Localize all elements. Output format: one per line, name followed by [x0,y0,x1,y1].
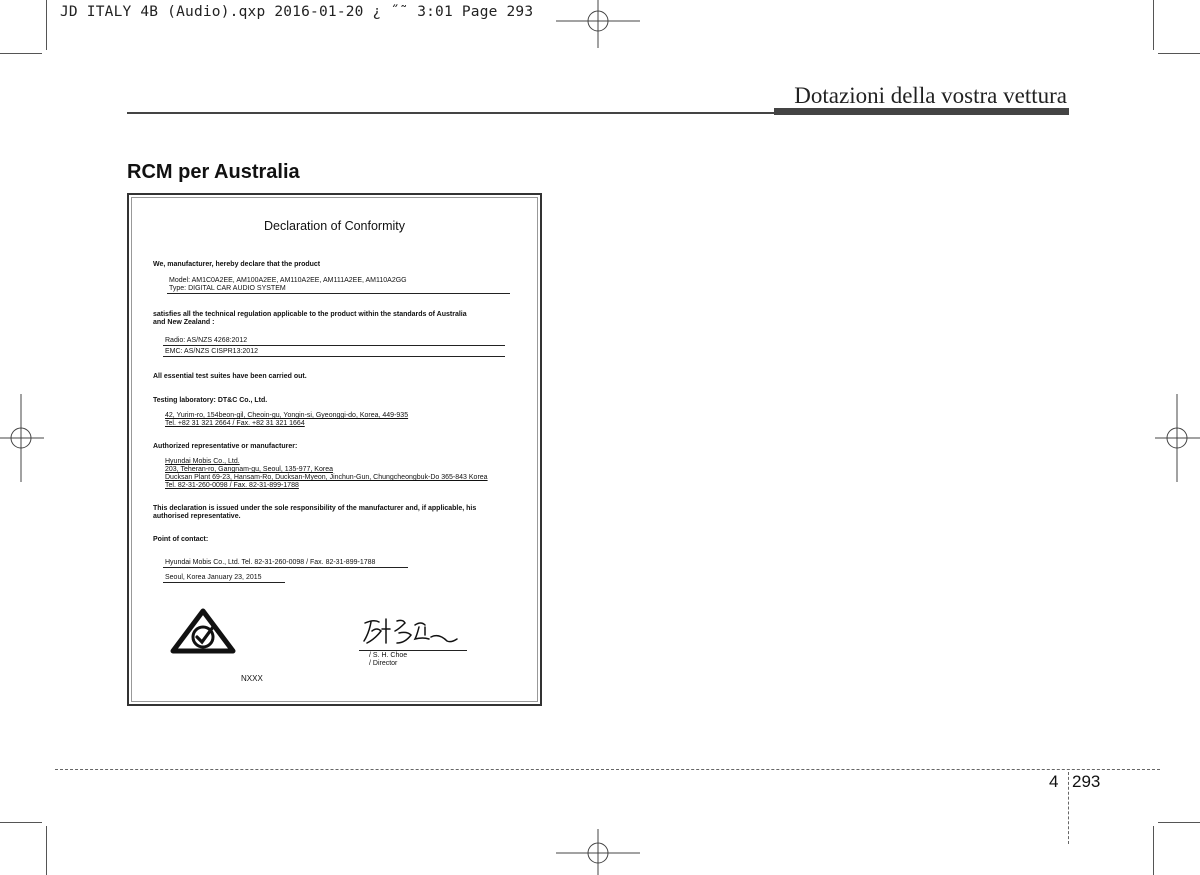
signer-title: / Director [369,660,398,667]
declaration-satisfies-line-1: satisfies all the technical regulation applicable to the product within the standards of Australia [153,311,467,318]
declaration-responsibility-line-1: This declaration is issued under the sole responsibility of the manufacturer and, if applicable, his [153,505,477,512]
declaration-model: Model: AM1C0A2EE, AM100A2EE, AM110A2EE, AM111A2EE, AM110A2GG [169,277,407,284]
underline [163,356,505,357]
chapter-number: 4 [1049,772,1059,791]
underline [163,567,408,568]
declaration-lab-label: Testing laboratory: DT&C Co., Ltd. [153,397,268,404]
declaration-document [127,193,542,706]
declaration-contact-label: Point of contact: [153,536,209,543]
declaration-rep-line: Ducksan Plant 69-23, Hansam-Ro, Ducksan-Myeon, Jinchun-Gun, Chungcheongbuk-Do 365-843 Korea [165,474,488,481]
declaration-code: NXXX [241,674,263,683]
section-title: RCM per Australia [127,161,300,183]
underline [167,293,510,294]
declaration-rep-line: Hyundai Mobis Co., Ltd. [165,458,240,465]
header-rule [127,112,774,114]
header-rule-bar [774,108,1069,115]
signer-name: / S. H. Choe [369,652,408,659]
underline [163,582,285,583]
declaration-tests: All essential test suites have been carried out. [153,373,307,380]
declaration-responsibility-line-2: authorised representative. [153,513,241,520]
declaration-satisfies-line-2: and New Zealand : [153,319,215,326]
signature-line [359,650,467,651]
declaration-rep-line: Tel. 82-31-260-0098 / Fax. 82-31-899-1788 [165,482,299,489]
running-header: Dotazioni della vostra vettura [794,83,1067,108]
declaration-radio-standard: Radio: AS/NZS 4268:2012 [165,337,248,344]
page-number: 293 [1072,772,1101,791]
footer-rule [55,769,1160,770]
declaration-lab-tel: Tel. +82 31 321 2664 / Fax. +82 31 321 1664 [165,420,305,427]
declaration-intro: We, manufacturer, hereby declare that the product [153,261,321,268]
footer-divider [1068,772,1069,844]
print-slug: JD ITALY 4B (Audio).qxp 2016-01-20 ¿ ˝˜ 3:01 Page 293 [60,4,534,20]
declaration-type: Type: DIGITAL CAR AUDIO SYSTEM [169,285,286,292]
rcm-compliance-mark-icon [169,608,237,654]
signature-image [359,613,459,649]
declaration-place-date: Seoul, Korea January 23, 2015 [165,574,262,581]
underline [163,345,505,346]
declaration-rep-label: Authorized representative or manufacturer: [153,443,298,450]
declaration-emc-standard: EMC: AS/NZS CISPR13:2012 [165,348,258,355]
declaration-title: Declaration of Conformity [263,219,406,233]
declaration-lab-address: 42, Yurim-ro, 154beon-gil, Cheoin-gu, Yongin-si, Gyeonggi-do, Korea, 449-935 [165,412,409,419]
declaration-rep-line: 203, Teheran-ro, Gangnam-gu, Seoul, 135-977, Korea [165,466,333,473]
declaration-contact-line: Hyundai Mobis Co., Ltd. Tel. 82-31-260-0098 / Fax. 82-31-899-1788 [165,559,376,566]
